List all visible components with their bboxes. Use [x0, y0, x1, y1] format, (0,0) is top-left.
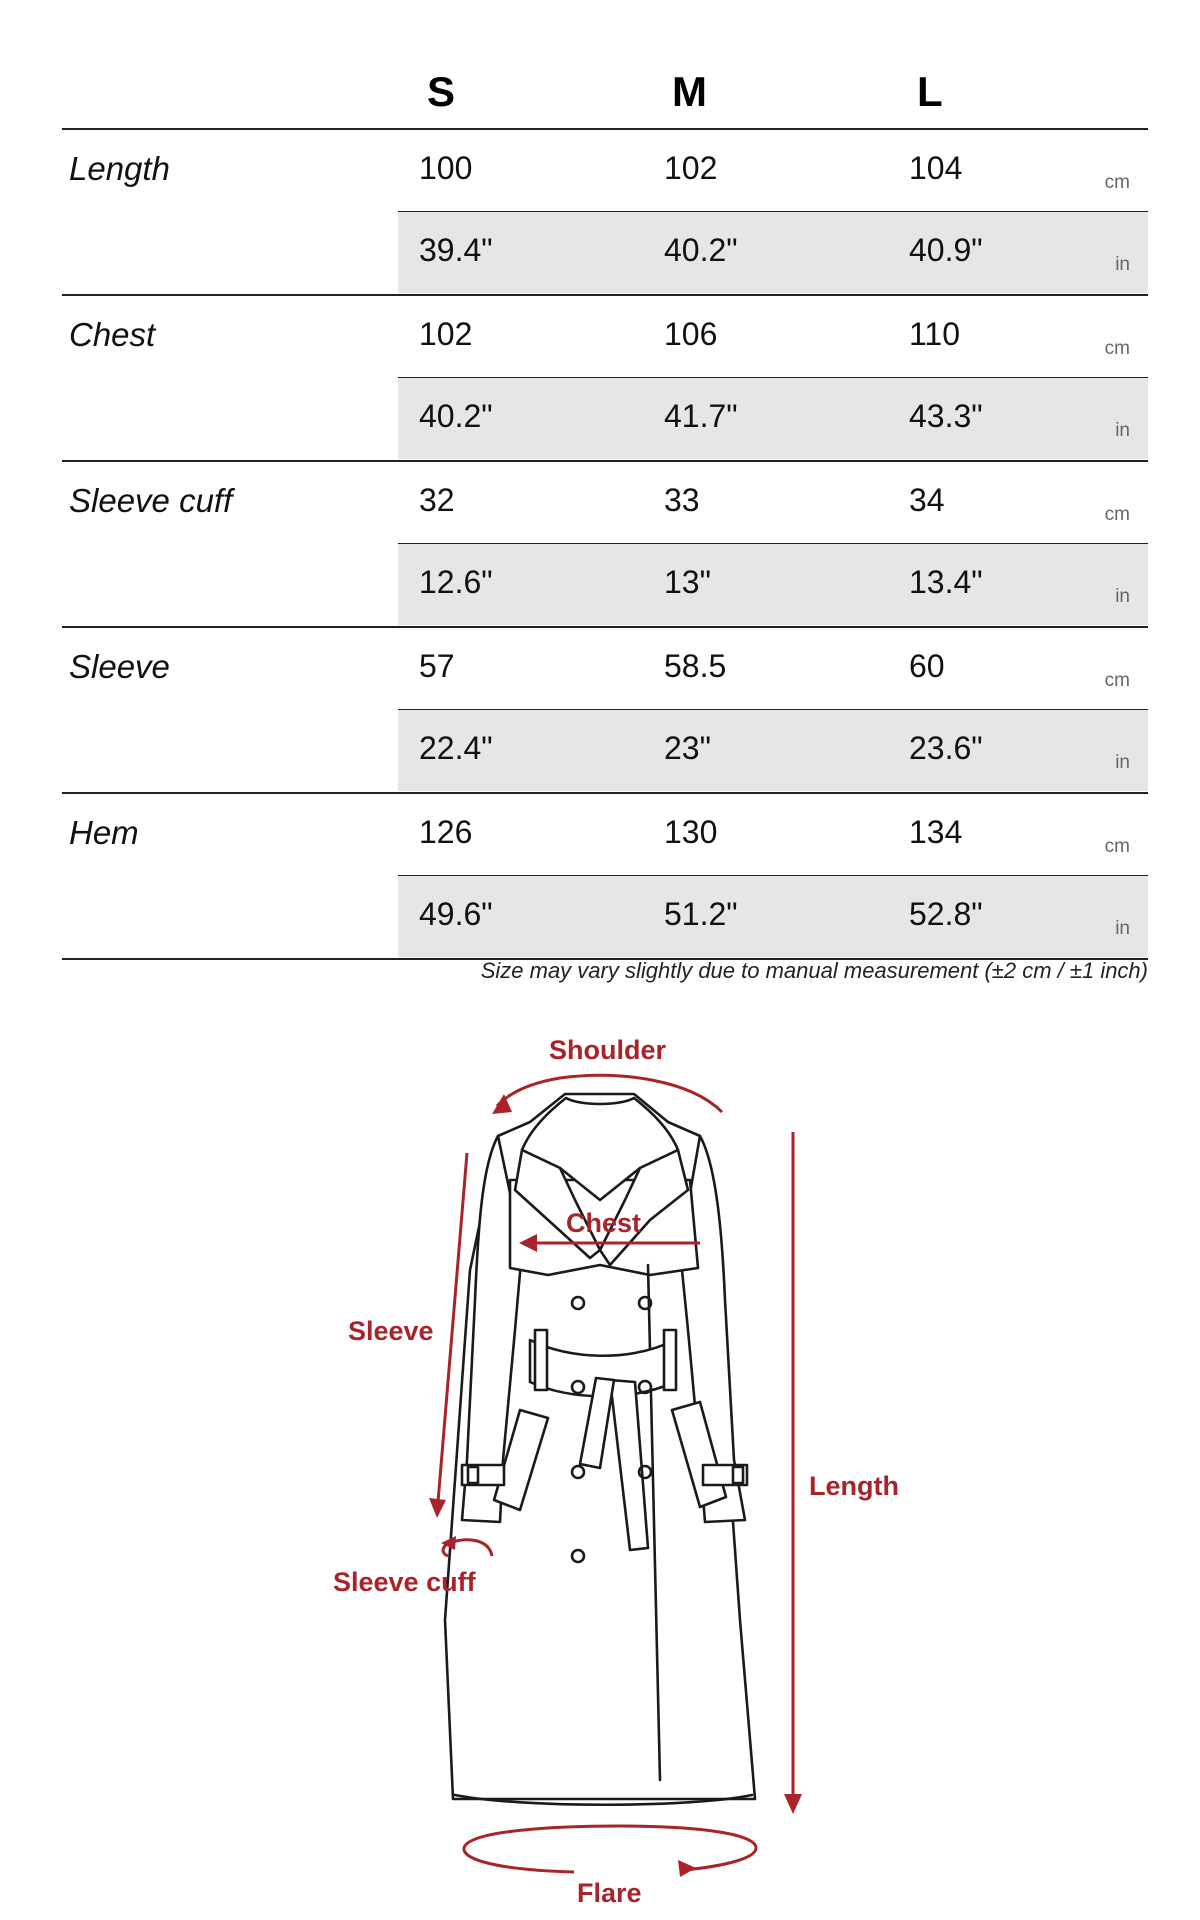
unit-in: in: [1115, 254, 1130, 275]
value-m: 33: [664, 482, 700, 518]
measurement-group-sleeve-cuff: [62, 462, 1148, 628]
value-s: 22.4": [419, 730, 493, 766]
value-s: 49.6": [419, 896, 493, 932]
value-l: 13.4": [909, 564, 983, 600]
value-m: 58.5: [664, 648, 727, 684]
value-m: 13": [664, 564, 711, 600]
cm-row: [398, 130, 1148, 213]
cm-row: [398, 794, 1148, 877]
inch-row: [398, 876, 1148, 957]
unit-cm: cm: [1104, 172, 1130, 193]
value-m: 106: [664, 316, 718, 352]
value-l: 43.3": [909, 398, 983, 434]
measurement-group-sleeve: [62, 628, 1148, 794]
value-s: 102: [419, 316, 473, 352]
size-header-row: [62, 60, 1148, 130]
inch-row: [398, 710, 1148, 791]
inch-row: [398, 544, 1148, 625]
unit-in: in: [1115, 586, 1130, 607]
sleeve-cuff-label: Sleeve cuff: [333, 1567, 476, 1597]
unit-cm: cm: [1104, 836, 1130, 857]
flare-label: Flare: [577, 1878, 642, 1908]
value-l: 104: [909, 150, 963, 186]
value-l: 60: [909, 648, 945, 684]
value-l: 52.8": [909, 896, 983, 932]
value-s: 57: [419, 648, 455, 684]
measurement-label: Sleeve: [69, 648, 170, 685]
value-s: 39.4": [419, 232, 493, 268]
value-m: 23": [664, 730, 711, 766]
size-table: [62, 60, 1148, 960]
value-l: 23.6": [909, 730, 983, 766]
value-l: 110: [909, 316, 961, 352]
coat-outline: [445, 1094, 755, 1805]
measurement-note: Size may vary slightly due to manual measurement (±2 cm / ±1 inch): [480, 958, 1148, 983]
measurement-label: Sleeve cuff: [69, 482, 233, 519]
measurement-group-chest: [62, 296, 1148, 462]
shoulder-label: Shoulder: [549, 1035, 667, 1065]
length-arrow-icon: [784, 1132, 802, 1814]
value-m: 102: [664, 150, 718, 186]
unit-in: in: [1115, 918, 1130, 939]
cm-row: [398, 628, 1148, 711]
value-m: 51.2": [664, 896, 738, 932]
value-m: 40.2": [664, 232, 738, 268]
value-l: 40.9": [909, 232, 983, 268]
value-s: 40.2": [419, 398, 493, 434]
cm-row: [398, 462, 1148, 545]
size-s-header: S: [427, 68, 456, 115]
sleeve-label: Sleeve: [348, 1316, 434, 1346]
cm-row: [398, 296, 1148, 379]
length-label: Length: [809, 1471, 899, 1501]
value-m: 41.7": [664, 398, 738, 434]
flare-arrow-icon: [464, 1826, 756, 1877]
value-s: 32: [419, 482, 455, 518]
measurement-group-hem: [62, 794, 1148, 960]
value-m: 130: [664, 814, 718, 850]
inch-row: [398, 378, 1148, 459]
measurement-label: Length: [69, 150, 170, 187]
inch-row: [398, 212, 1148, 293]
value-s: 12.6": [419, 564, 493, 600]
size-l-header: L: [917, 68, 943, 115]
value-s: 126: [419, 814, 473, 850]
value-l: 134: [909, 814, 963, 850]
measurement-group-length: [62, 130, 1148, 296]
value-s: 100: [419, 150, 473, 186]
unit-cm: cm: [1104, 504, 1130, 525]
chest-label: Chest: [566, 1208, 642, 1238]
unit-cm: cm: [1104, 670, 1130, 691]
unit-in: in: [1115, 420, 1130, 441]
measurement-label: Chest: [69, 316, 156, 353]
coat-measurement-diagram: [0, 1000, 1200, 1920]
size-m-header: M: [672, 68, 707, 115]
unit-cm: cm: [1104, 338, 1130, 359]
unit-in: in: [1115, 752, 1130, 773]
trench-coat-illustration: [0, 1000, 1200, 1920]
value-l: 34: [909, 482, 945, 518]
measurement-label: Hem: [69, 814, 139, 851]
